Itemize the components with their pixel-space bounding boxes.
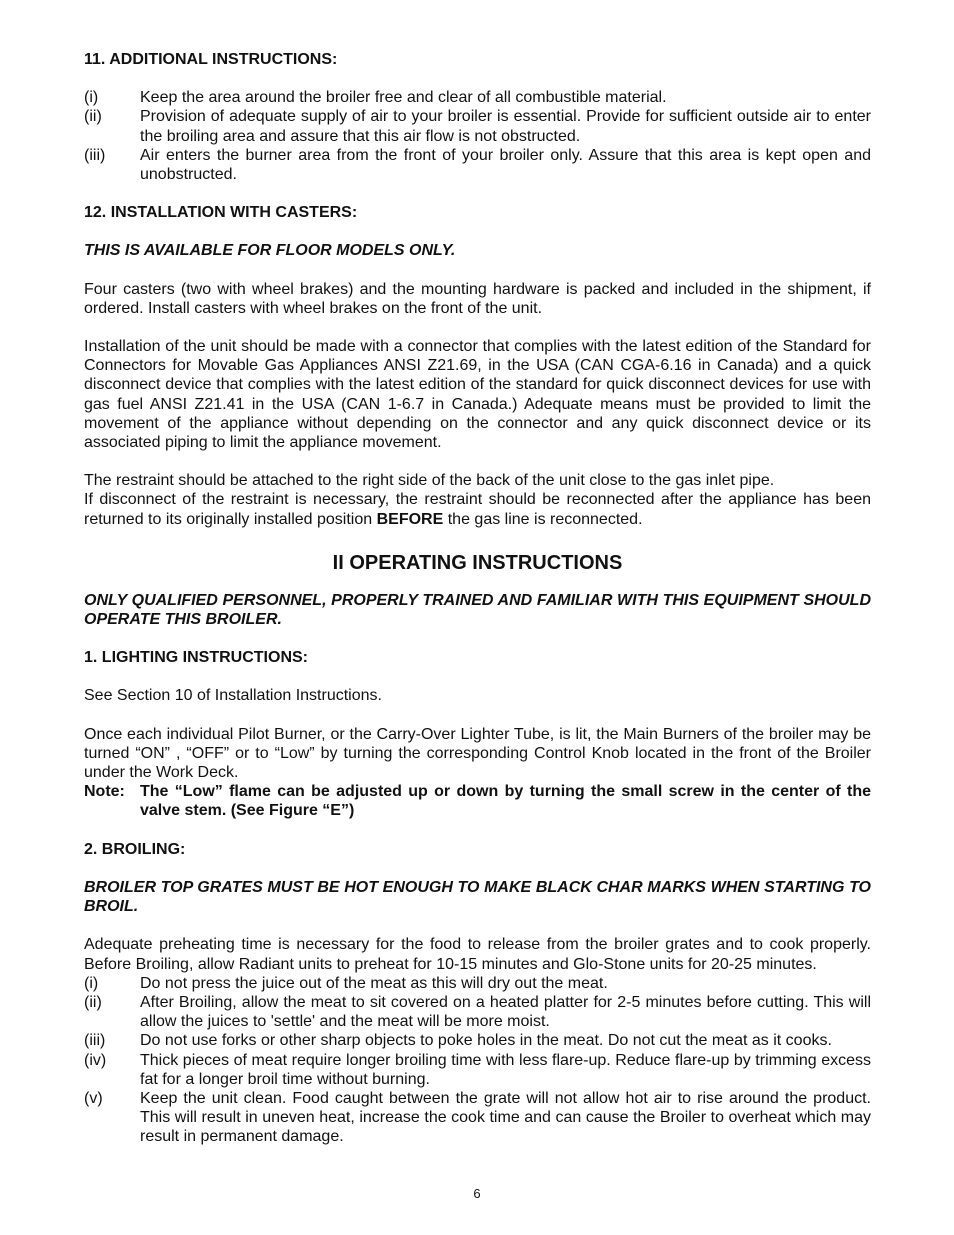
broiling-heading: 2. BROILING: xyxy=(84,840,186,858)
section-12-heading: 12. INSTALLATION WITH CASTERS: xyxy=(84,204,358,222)
connector-paragraph: Installation of the unit should be made with a connector that complies with the latest edition of the Standard for Connectors for Movable Gas Appliances ANSI Z21.69, in the USA (CAN CGA-6.16 in Canada) and a quick disconnect device that complies with the latest edition of the standard for quick disconnect devices for use with gas fuel ANSI Z21.41 in the USA (CAN 1-6.7 in Canada.) Adequate means must be provided to limit the movement of the appliance without depending on the connector and any quick disconnect device or its associated piping to limit the appliance movement. xyxy=(84,338,871,452)
list-item-text: After Broiling, allow the meat to sit covered on a heated platter for 2-5 minutes before cutting. This will allow the juices to 'settle' and the meat will be more moist. xyxy=(140,993,871,1031)
page-number: 6 xyxy=(473,1186,481,1201)
low-flame-note xyxy=(84,782,871,820)
note-text: The “Low” flame can be adjusted up or down by turning the small screw in the center of the valve stem. (See Figure “E”) xyxy=(140,783,871,820)
note-label: Note: xyxy=(84,783,125,801)
list-item-text: Do not press the juice out of the meat as this will dry out the meat. xyxy=(140,974,608,992)
preheat-paragraph: Adequate preheating time is necessary for the food to release from the broiler grates and to cook properly. Before Broiling, allow Radiant units to preheat for 10-15 minutes and Glo-Stone units for 20-25 minutes. xyxy=(84,936,871,973)
document-page xyxy=(84,50,871,1147)
list-item xyxy=(84,146,871,184)
floor-models-notice: THIS IS AVAILABLE FOR FLOOR MODELS ONLY. xyxy=(84,242,456,260)
restraint-emphasis: BEFORE xyxy=(376,510,444,528)
list-item xyxy=(84,1051,871,1089)
list-item-number: (iii) xyxy=(84,146,106,164)
list-item-text: Provision of adequate supply of air to your broiler is essential. Provide for sufficient outside air to enter the broiling area and assure that this air flow is not obstructed. xyxy=(140,108,871,145)
grates-warning: BROILER TOP GRATES MUST BE HOT ENOUGH TO MAKE BLACK CHAR MARKS WHEN STARTING TO BROIL. xyxy=(84,878,871,916)
casters-paragraph: Four casters (two with wheel brakes) and the mounting hardware is packed and included in the shipment, if ordered. Install casters with wheel brakes on the front of the unit. xyxy=(84,280,871,317)
list-item-number: (i) xyxy=(84,974,99,992)
list-item-number: (ii) xyxy=(84,108,102,126)
list-item-number: (i) xyxy=(84,89,99,107)
list-item-text: Do not use forks or other sharp objects to poke holes in the meat. Do not cut the meat as it cooks. xyxy=(140,1032,832,1050)
qualified-personnel-warning: ONLY QUALIFIED PERSONNEL, PROPERLY TRAINED AND FAMILIAR WITH THIS EQUIPMENT SHOULD OPERATE THIS BROILER. xyxy=(84,591,871,629)
list-item-text: Keep the area around the broiler free and clear of all combustible material. xyxy=(140,89,667,107)
list-item xyxy=(84,1031,871,1050)
list-item xyxy=(84,1089,871,1147)
list-item xyxy=(84,974,871,993)
operating-instructions-title: II OPERATING INSTRUCTIONS xyxy=(332,551,623,574)
list-item-text: Air enters the burner area from the front of your broiler only. Assure that this area is kept open and unobstructed. xyxy=(140,146,871,184)
lighting-paragraph: Once each individual Pilot Burner, or the Carry-Over Lighter Tube, is lit, the Main Burners of the broiler may be turned “ON” , “OFF” or to “Low” by turning the corresponding Control Knob located in the front of the Broiler under the Work Deck. xyxy=(84,725,871,782)
list-item xyxy=(84,993,871,1031)
restraint-line: The restraint should be attached to the right side of the back of the unit close to the gas inlet pipe. xyxy=(84,472,775,490)
list-item-number: (iii) xyxy=(84,1032,106,1050)
restraint-paragraph xyxy=(84,490,871,528)
restraint-text: If disconnect of the restraint is necessary, the restraint should be reconnected after the appliance has been returned to its originally installed position xyxy=(84,491,871,528)
list-item-text: Keep the unit clean. Food caught between the grate will not allow hot air to rise around the product. This will result in uneven heat, increase the cook time and can cause the Broiler to overheat which may result in permanent damage. xyxy=(140,1089,871,1146)
list-item xyxy=(84,107,871,145)
list-item-text: Thick pieces of meat require longer broiling time with less flare-up. Reduce flare-up by trimming excess fat for a longer broil time without burning. xyxy=(140,1051,871,1088)
lighting-see-section: See Section 10 of Installation Instructions. xyxy=(84,687,382,705)
restraint-text-end: the gas line is reconnected. xyxy=(443,510,643,528)
section-11-heading: 11. ADDITIONAL INSTRUCTIONS: xyxy=(84,51,338,68)
list-item-number: (iv) xyxy=(84,1051,107,1069)
list-item xyxy=(84,88,871,107)
lighting-heading: 1. LIGHTING INSTRUCTIONS: xyxy=(84,649,308,667)
list-item-number: (v) xyxy=(84,1089,103,1107)
list-item-number: (ii) xyxy=(84,993,102,1011)
